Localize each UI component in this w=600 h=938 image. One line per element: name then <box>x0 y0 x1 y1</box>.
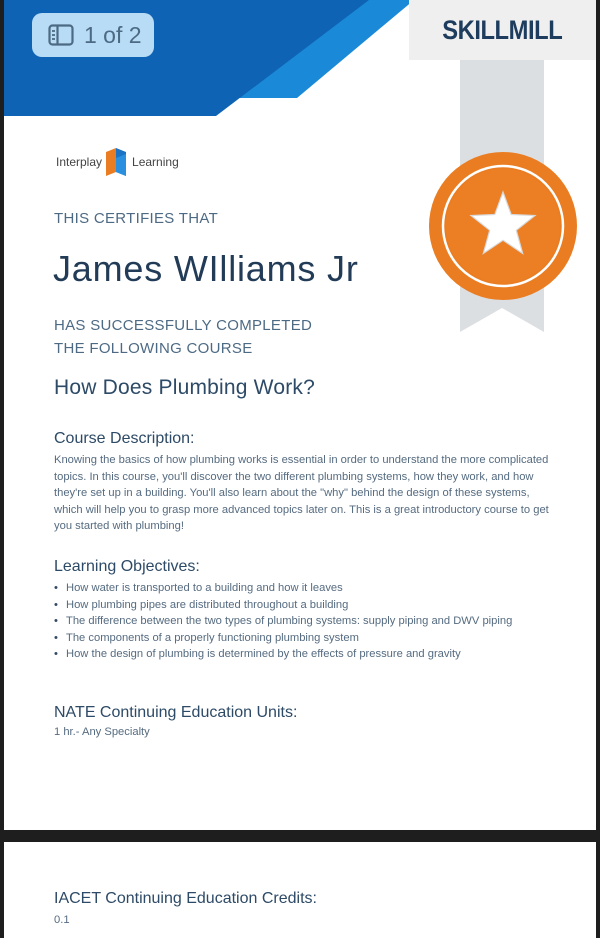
completion-statement <box>54 314 312 360</box>
logo-text-left: Interplay <box>56 155 103 169</box>
nate-units-heading: NATE Continuing Education Units: <box>54 704 298 721</box>
list-item: • The difference between the two types of plumbing systems: supply piping and DWV piping <box>54 613 544 630</box>
course-title: How Does Plumbing Work? <box>54 376 315 399</box>
iacet-credits-value: 0.1 <box>54 914 70 926</box>
completion-line-1: HAS SUCCESSFULLY COMPLETED <box>54 317 313 334</box>
brand-header <box>409 0 596 60</box>
star-medal-icon <box>427 150 579 302</box>
learning-objectives-heading: Learning Objectives: <box>54 558 200 575</box>
logo-text-right: Learning <box>132 155 179 169</box>
cube-logo-icon <box>104 146 130 178</box>
certificate-page-1 <box>4 0 596 830</box>
interplay-learning-logo <box>56 146 179 178</box>
list-item: • The components of a properly functioning plumbing system <box>54 630 544 647</box>
recipient-name: James WIlliams Jr <box>53 248 359 289</box>
list-item: • How water is transported to a building and how it leaves <box>54 580 544 597</box>
iacet-credits-heading: IACET Continuing Education Credits: <box>54 890 317 907</box>
page-indicator-button[interactable] <box>32 13 154 57</box>
brand-name: SKILLMILL <box>442 14 563 45</box>
certificate-page-2 <box>4 842 596 938</box>
list-item: • How plumbing pipes are distributed throughout a building <box>54 597 544 614</box>
nate-units-value: 1 hr.- Any Specialty <box>54 726 150 738</box>
completion-line-2: THE FOLLOWING COURSE <box>54 340 253 357</box>
page-indicator-text: 1 of 2 <box>84 21 142 48</box>
certifies-label: THIS CERTIFIES THAT <box>54 210 219 227</box>
course-description-heading: Course Description: <box>54 430 195 447</box>
sidebar-icon <box>48 24 74 46</box>
list-item: • How the design of plumbing is determined by the effects of pressure and gravity <box>54 646 544 663</box>
course-description-body: Knowing the basics of how plumbing works is essential in order to understand the more complicated topics. In this course, you'll discover the two different plumbing systems, how they work, and how they're set up in a building. You'll also learn about the "why" behind the design of these systems, which will help you to grasp more advanced topics later on. This is a great introductory course to get you started with plumbing! <box>54 454 549 532</box>
learning-objectives-list <box>54 580 544 663</box>
